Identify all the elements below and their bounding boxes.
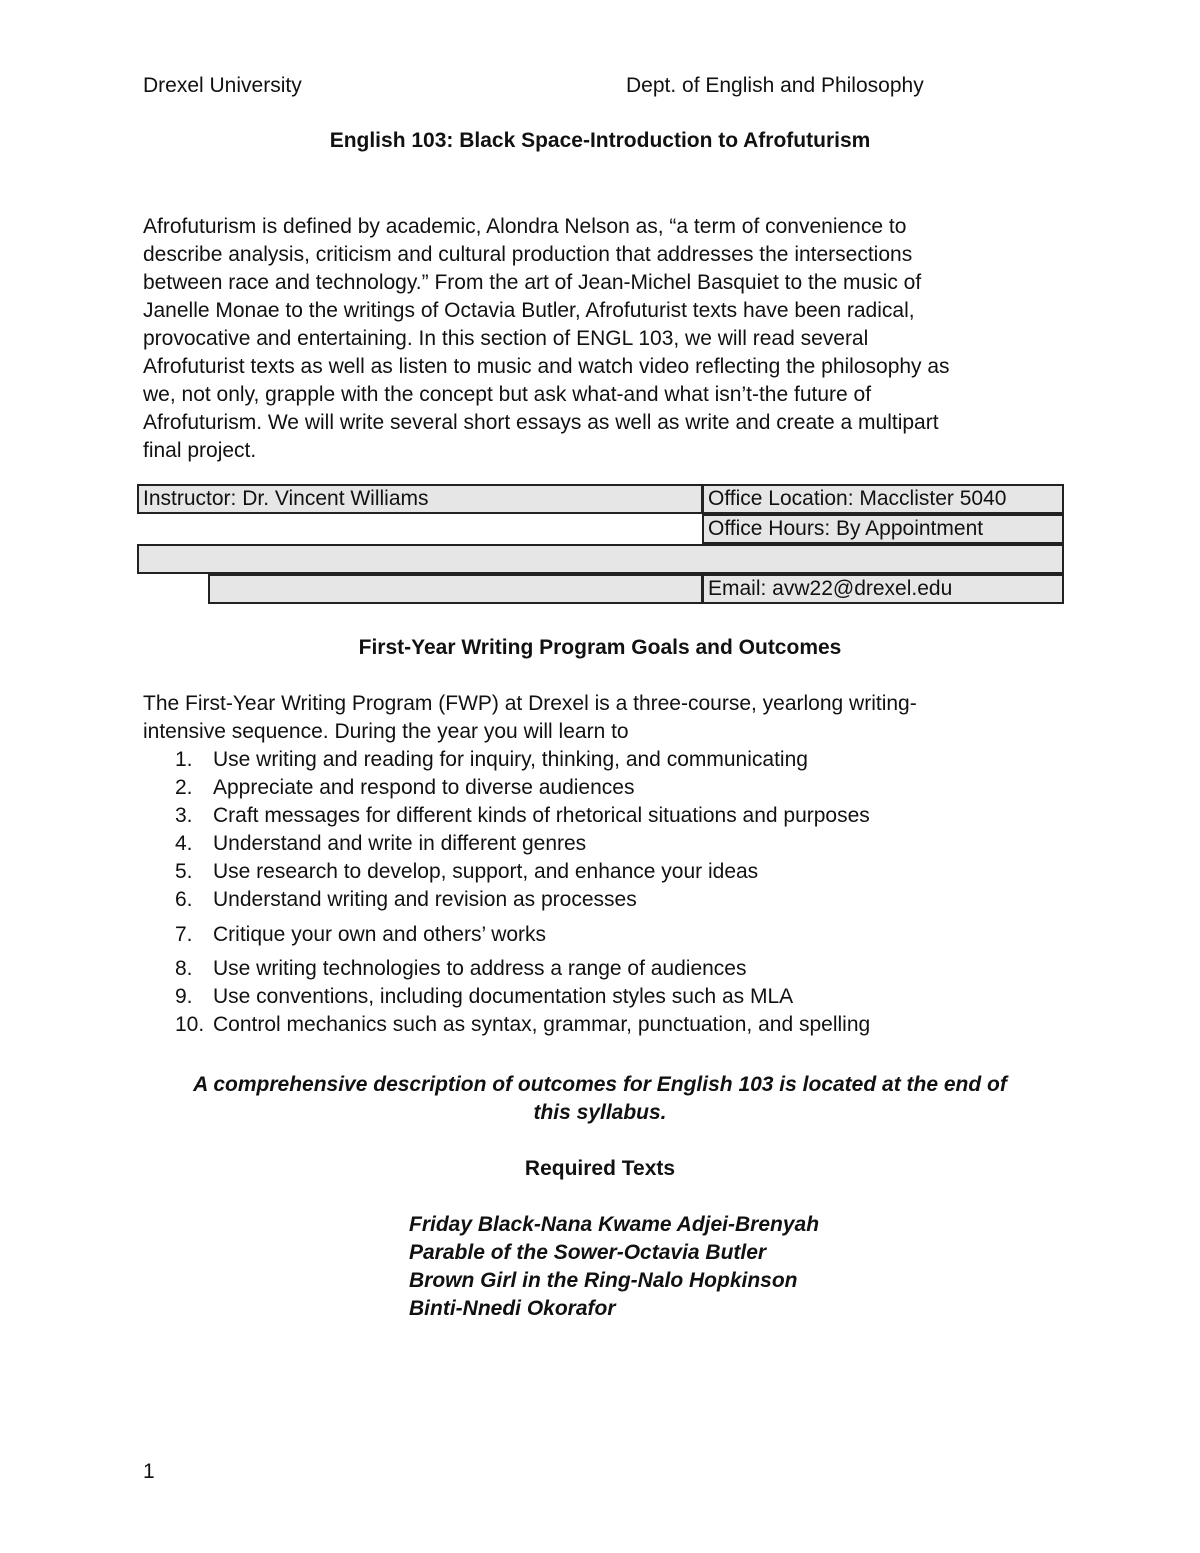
book-item: Binti-Nnedi Okorafor [409,1297,616,1320]
goal-number: 10. [175,1013,205,1036]
intro-paragraph [143,213,1068,465]
goal-text: Use research to develop, support, and enhance your ideas [213,860,759,883]
goal-text: Use conventions, including documentation styles such as MLA [213,985,794,1008]
goal-number: 4. [175,832,193,855]
office-hours-cell: Office Hours: By Appointment [702,514,1064,544]
empty-row-cell [137,544,1064,574]
goal-text: Critique your own and others’ works [213,923,547,946]
goal-number: 8. [175,957,193,980]
outcomes-note [0,1071,1200,1127]
intro-line: final project. [143,439,257,462]
book-item: Parable of the Sower-Octavia Butler [409,1241,767,1264]
goal-text: Understand and write in different genres [213,832,587,855]
page-number: 1 [143,1460,155,1483]
instructor-cell: Instructor: Dr. Vincent Williams [137,484,703,514]
note-line: A comprehensive description of outcomes for English 103 is located at the end of [193,1073,1007,1096]
goal-text: Use writing and reading for inquiry, thinking, and communicating [213,748,808,771]
header-department: Dept. of English and Philosophy [626,74,924,97]
goals-heading: First-Year Writing Program Goals and Outcomes [358,636,842,659]
header-university: Drexel University [143,74,302,97]
goal-number: 9. [175,985,193,1008]
course-title: English 103: Black Space-Introduction to Afrofuturism [329,129,871,152]
book-item: Friday Black-Nana Kwame Adjei-Brenyah [409,1213,820,1236]
goal-text: Understand writing and revision as processes [213,888,637,911]
intro-line: Afrofuturism. We will write several short essays as well as write and create a multipart [143,411,939,434]
note-line: this syllabus. [533,1101,667,1124]
intro-line: Afrofuturism is defined by academic, Alondra Nelson as, “a term of convenience to [143,215,907,238]
intro-line: between race and technology.” From the art of Jean-Michel Basquiet to the music of [143,271,922,294]
goal-text: Appreciate and respond to diverse audiences [213,776,635,799]
goal-text: Craft messages for different kinds of rhetorical situations and purposes [213,804,870,827]
intro-line: we, not only, grapple with the concept but ask what-and what isn’t-the future of [143,383,872,406]
required-texts-heading: Required Texts [524,1157,676,1180]
fwp-intro-line: intensive sequence. During the year you will learn to [143,720,629,743]
goal-text: Control mechanics such as syntax, grammar, punctuation, and spelling [213,1013,871,1036]
goal-number: 2. [175,776,193,799]
goal-number: 5. [175,860,193,883]
intro-line: provocative and entertaining. In this section of ENGL 103, we will read several [143,327,869,350]
book-item: Brown Girl in the Ring-Nalo Hopkinson [409,1269,798,1292]
goal-number: 3. [175,804,193,827]
fwp-intro [143,690,1073,746]
goal-number: 1. [175,748,193,771]
intro-line: Janelle Monae to the writings of Octavia Butler, Afrofuturist texts have been radical, [143,299,915,322]
empty-cell [208,574,703,604]
goal-number: 7. [175,923,193,946]
office-location-cell: Office Location: Macclister 5040 [702,484,1064,514]
email-cell: Email: avw22@drexel.edu [702,574,1064,604]
intro-line: Afrofuturist texts as well as listen to music and watch video reflecting the philosophy as [143,355,950,378]
goal-text: Use writing technologies to address a range of audiences [213,957,747,980]
fwp-intro-line: The First-Year Writing Program (FWP) at Drexel is a three-course, yearlong writing- [143,692,917,715]
intro-line: describe analysis, criticism and cultural production that addresses the intersections [143,243,913,266]
goal-number: 6. [175,888,193,911]
